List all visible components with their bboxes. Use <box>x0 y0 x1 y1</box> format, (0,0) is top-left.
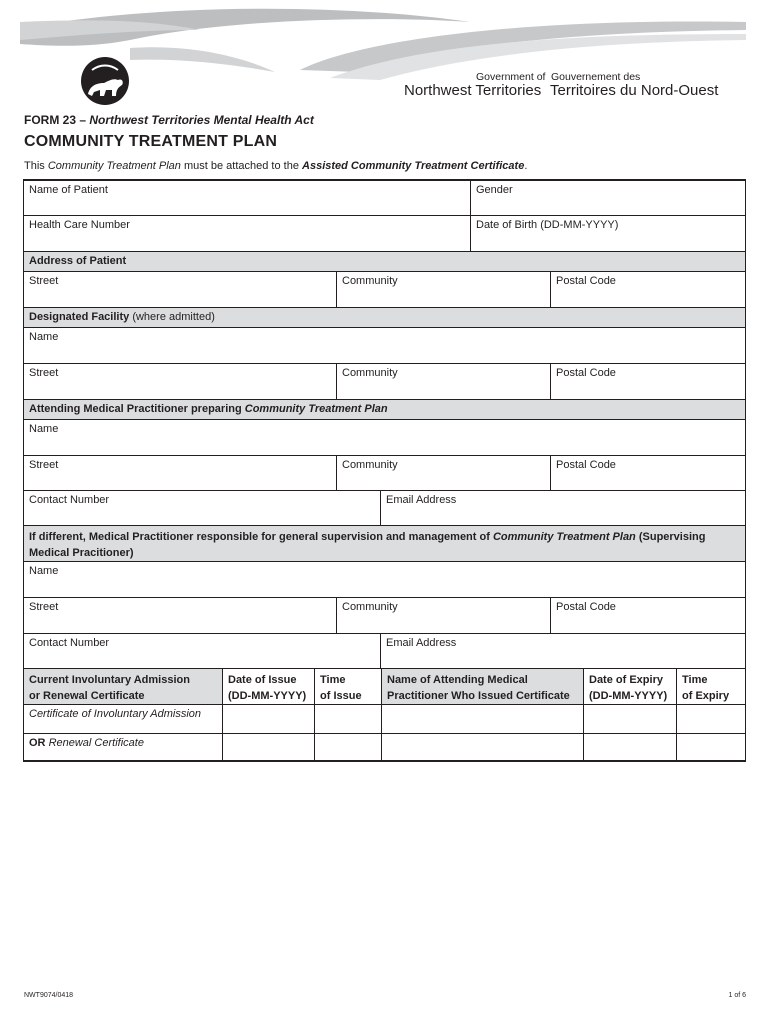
patient-street-field[interactable] <box>24 272 336 307</box>
admission-time-expiry[interactable] <box>676 705 745 733</box>
government-en-line1: Government of <box>476 71 546 83</box>
admission-label-cell <box>24 705 222 733</box>
supervising-community-field[interactable] <box>336 598 550 633</box>
renewal-date-issue[interactable] <box>222 734 314 762</box>
polar-bear-logo-icon <box>78 56 132 106</box>
page-title: COMMUNITY TREATMENT PLAN <box>24 133 278 150</box>
col-time-issue-header <box>314 669 381 704</box>
government-fr-line2: Territoires du Nord-Ouest <box>550 82 719 99</box>
facility-name-field[interactable] <box>24 328 745 363</box>
patient-address-heading <box>24 251 745 271</box>
attending-name-label: Name <box>29 423 59 435</box>
attending-heading-text <box>29 403 388 415</box>
col4-line2: Practitioner Who Issued Certificate <box>387 690 570 702</box>
renewal-text: Renewal Certificate <box>48 737 144 749</box>
attending-name-row <box>24 419 745 455</box>
patient-name-field[interactable] <box>24 181 470 215</box>
attending-contact-row <box>24 490 745 525</box>
hcn-label: Health Care Number <box>29 219 130 231</box>
intro-text <box>24 160 527 172</box>
col5-line2: (DD-MM-YYYY) <box>589 690 668 702</box>
col-time-expiry-header <box>676 669 745 704</box>
facility-postal-label: Postal Code <box>556 367 616 379</box>
attending-contact-label: Contact Number <box>29 494 110 506</box>
facility-address-row <box>24 363 745 399</box>
facility-name-row <box>24 327 745 363</box>
facility-heading-text <box>29 311 215 323</box>
patient-name-label: Name of Patient <box>29 184 108 196</box>
col-certificate-header-text <box>29 672 190 704</box>
supervising-street-label: Street <box>29 601 59 613</box>
attending-name-field[interactable] <box>24 420 745 455</box>
patient-community-label: Community <box>342 275 398 287</box>
admission-time-issue[interactable] <box>314 705 381 733</box>
page-number: 1 of 6 <box>728 992 746 999</box>
health-care-number-field[interactable] <box>24 216 470 251</box>
attending-street-label: Street <box>29 459 59 471</box>
attending-email-field[interactable] <box>380 491 745 525</box>
attending-heading-main: Attending Medical Practitioner preparing <box>29 403 242 415</box>
patient-name-row <box>24 179 745 215</box>
col3-line1: Time <box>320 674 346 686</box>
renewal-time-expiry[interactable] <box>676 734 745 762</box>
supervising-heading-italic: Community Treatment Plan <box>492 531 636 543</box>
col-certificate-header <box>24 669 222 704</box>
form-grid <box>23 179 746 762</box>
supervising-address-row <box>24 597 745 633</box>
renewal-label <box>29 737 144 749</box>
supervising-email-field[interactable] <box>380 634 745 668</box>
supervising-postal-label: Postal Code <box>556 601 616 613</box>
supervising-contact-field[interactable] <box>24 634 380 668</box>
attending-street-field[interactable] <box>24 456 336 490</box>
certificate-table-header <box>24 668 745 704</box>
intro-d: Assisted Community Treatment Certificate <box>302 160 525 172</box>
col-practitioner-header-text <box>387 672 570 704</box>
admission-date-issue[interactable] <box>222 705 314 733</box>
facility-street-label: Street <box>29 367 59 379</box>
supervising-name-row <box>24 561 745 597</box>
facility-community-field[interactable] <box>336 364 550 399</box>
facility-heading-main: Designated Facility <box>29 311 130 323</box>
intro-b: Community Treatment Plan <box>47 160 181 172</box>
supervising-heading <box>24 525 745 561</box>
form-act: Northwest Territories Mental Health Act <box>89 113 314 127</box>
facility-name-label: Name <box>29 331 59 343</box>
form-number <box>24 113 314 127</box>
patient-postal-field[interactable] <box>550 272 745 307</box>
renewal-or: OR <box>29 737 46 749</box>
col6-line2: of Expiry <box>682 690 730 702</box>
hcn-row <box>24 215 745 251</box>
renewal-practitioner[interactable] <box>381 734 583 762</box>
supervising-name-field[interactable] <box>24 562 745 597</box>
renewal-date-expiry[interactable] <box>583 734 676 762</box>
supervising-contact-row <box>24 633 745 668</box>
admission-date-expiry[interactable] <box>583 705 676 733</box>
supervising-postal-field[interactable] <box>550 598 745 633</box>
col-date-expiry-header-text <box>589 672 667 704</box>
col4-line1: Name of Attending Medical <box>387 674 528 686</box>
gender-label: Gender <box>476 184 513 196</box>
facility-postal-field[interactable] <box>550 364 745 399</box>
patient-address-row <box>24 271 745 307</box>
col5-line1: Date of Expiry <box>589 674 663 686</box>
col1-line2: or Renewal Certificate <box>29 690 145 702</box>
col-date-issue-header-text <box>228 672 306 704</box>
facility-community-label: Community <box>342 367 398 379</box>
col1-line1: Current Involuntary Admission <box>29 674 190 686</box>
facility-street-field[interactable] <box>24 364 336 399</box>
supervising-heading-b: (Supervising Medical Pracitioner) <box>29 531 706 559</box>
col2-line1: Date of Issue <box>228 674 297 686</box>
certificate-row-renewal <box>24 733 745 762</box>
renewal-label-cell <box>24 734 222 762</box>
col-date-issue-header <box>222 669 314 704</box>
facility-heading-note: (where admitted) <box>132 311 215 323</box>
col-time-issue-header-text <box>320 672 362 704</box>
intro-a: This <box>24 160 45 172</box>
patient-postal-label: Postal Code <box>556 275 616 287</box>
patient-community-field[interactable] <box>336 272 550 307</box>
facility-heading <box>24 307 745 327</box>
intro-e: . <box>524 160 528 172</box>
attending-community-field[interactable] <box>336 456 550 490</box>
dob-field[interactable] <box>470 216 745 251</box>
patient-street-label: Street <box>29 275 59 287</box>
supervising-name-label: Name <box>29 565 59 577</box>
col-time-expiry-header-text <box>682 672 729 704</box>
grid-bottom-border <box>24 760 745 762</box>
col-date-expiry-header <box>583 669 676 704</box>
admission-label: Certificate of Involuntary Admission <box>29 708 201 720</box>
supervising-heading-text <box>29 529 739 561</box>
admission-practitioner[interactable] <box>381 705 583 733</box>
attending-heading-italic: Community Treatment Plan <box>244 403 388 415</box>
form-code: NWT9074/0418 <box>24 992 74 999</box>
col3-line2: of Issue <box>320 690 362 702</box>
attending-community-label: Community <box>342 459 398 471</box>
col6-line1: Time <box>682 674 708 686</box>
supervising-email-label: Email Address <box>386 637 457 649</box>
attending-email-label: Email Address <box>386 494 457 506</box>
gender-field[interactable] <box>470 181 745 215</box>
patient-address-heading-text: Address of Patient <box>29 255 127 267</box>
attending-heading <box>24 399 745 419</box>
col-practitioner-header <box>381 669 583 704</box>
dob-label: Date of Birth (DD-MM-YYYY) <box>476 219 619 231</box>
government-en-line2: Northwest Territories <box>404 82 542 99</box>
attending-address-row <box>24 455 745 490</box>
supervising-contact-label: Contact Number <box>29 637 110 649</box>
attending-postal-field[interactable] <box>550 456 745 490</box>
intro-c: must be attached to the <box>183 160 299 172</box>
attending-contact-field[interactable] <box>24 491 380 525</box>
supervising-street-field[interactable] <box>24 598 336 633</box>
attending-postal-label: Postal Code <box>556 459 616 471</box>
certificate-row-admission <box>24 704 745 733</box>
supervising-heading-a: If different, Medical Practitioner responsible for general supervision and management of <box>29 531 490 543</box>
renewal-time-issue[interactable] <box>314 734 381 762</box>
col2-line2: (DD-MM-YYYY) <box>228 690 307 702</box>
government-fr-line1: Gouvernement des <box>551 71 641 83</box>
supervising-community-label: Community <box>342 601 398 613</box>
form-number-text: FORM 23 – <box>24 113 87 127</box>
